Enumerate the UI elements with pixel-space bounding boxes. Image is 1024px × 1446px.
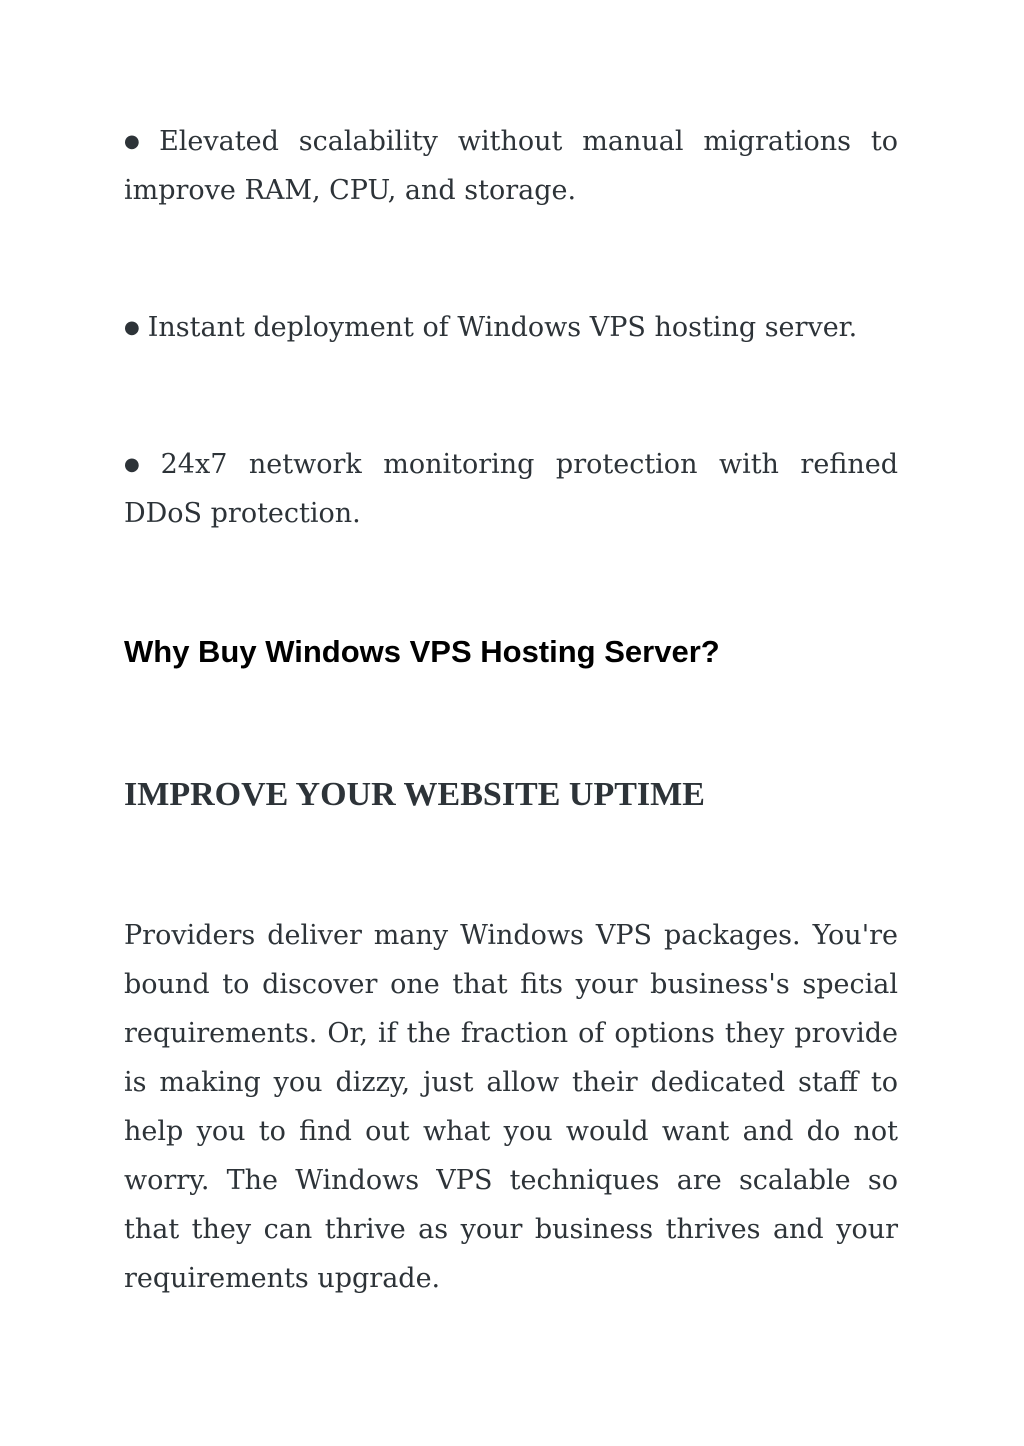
body-paragraph: Providers deliver many Windows VPS packages. You're bound to discover one that fits your business's special requirements. Or, if the fraction of options they provide is making you dizzy, just allow their dedicated staff to help you to find out what you would want and do not worry. The Windows VPS techniques are scalable so that they can thrive as your business thrives and your requirements upgrade. <box>124 920 898 1294</box>
bullet-item <box>124 303 898 352</box>
sub-heading: IMPROVE YOUR WEBSITE UPTIME <box>124 776 705 813</box>
bullet-item <box>124 117 898 215</box>
section-heading: Why Buy Windows VPS Hosting Server? <box>124 634 720 669</box>
bullet-text: Elevated scalability without manual migrations to improve RAM, CPU, and storage. <box>124 126 898 206</box>
bullet-marker: ● <box>124 131 152 152</box>
bullet-marker: ● <box>124 317 140 338</box>
bullet-marker: ● <box>124 454 153 475</box>
bullet-item <box>124 440 898 538</box>
bullet-text: Instant deployment of Windows VPS hosting server. <box>147 312 858 343</box>
bullet-text: 24x7 network monitoring protection with refined DDoS protection. <box>124 449 898 529</box>
